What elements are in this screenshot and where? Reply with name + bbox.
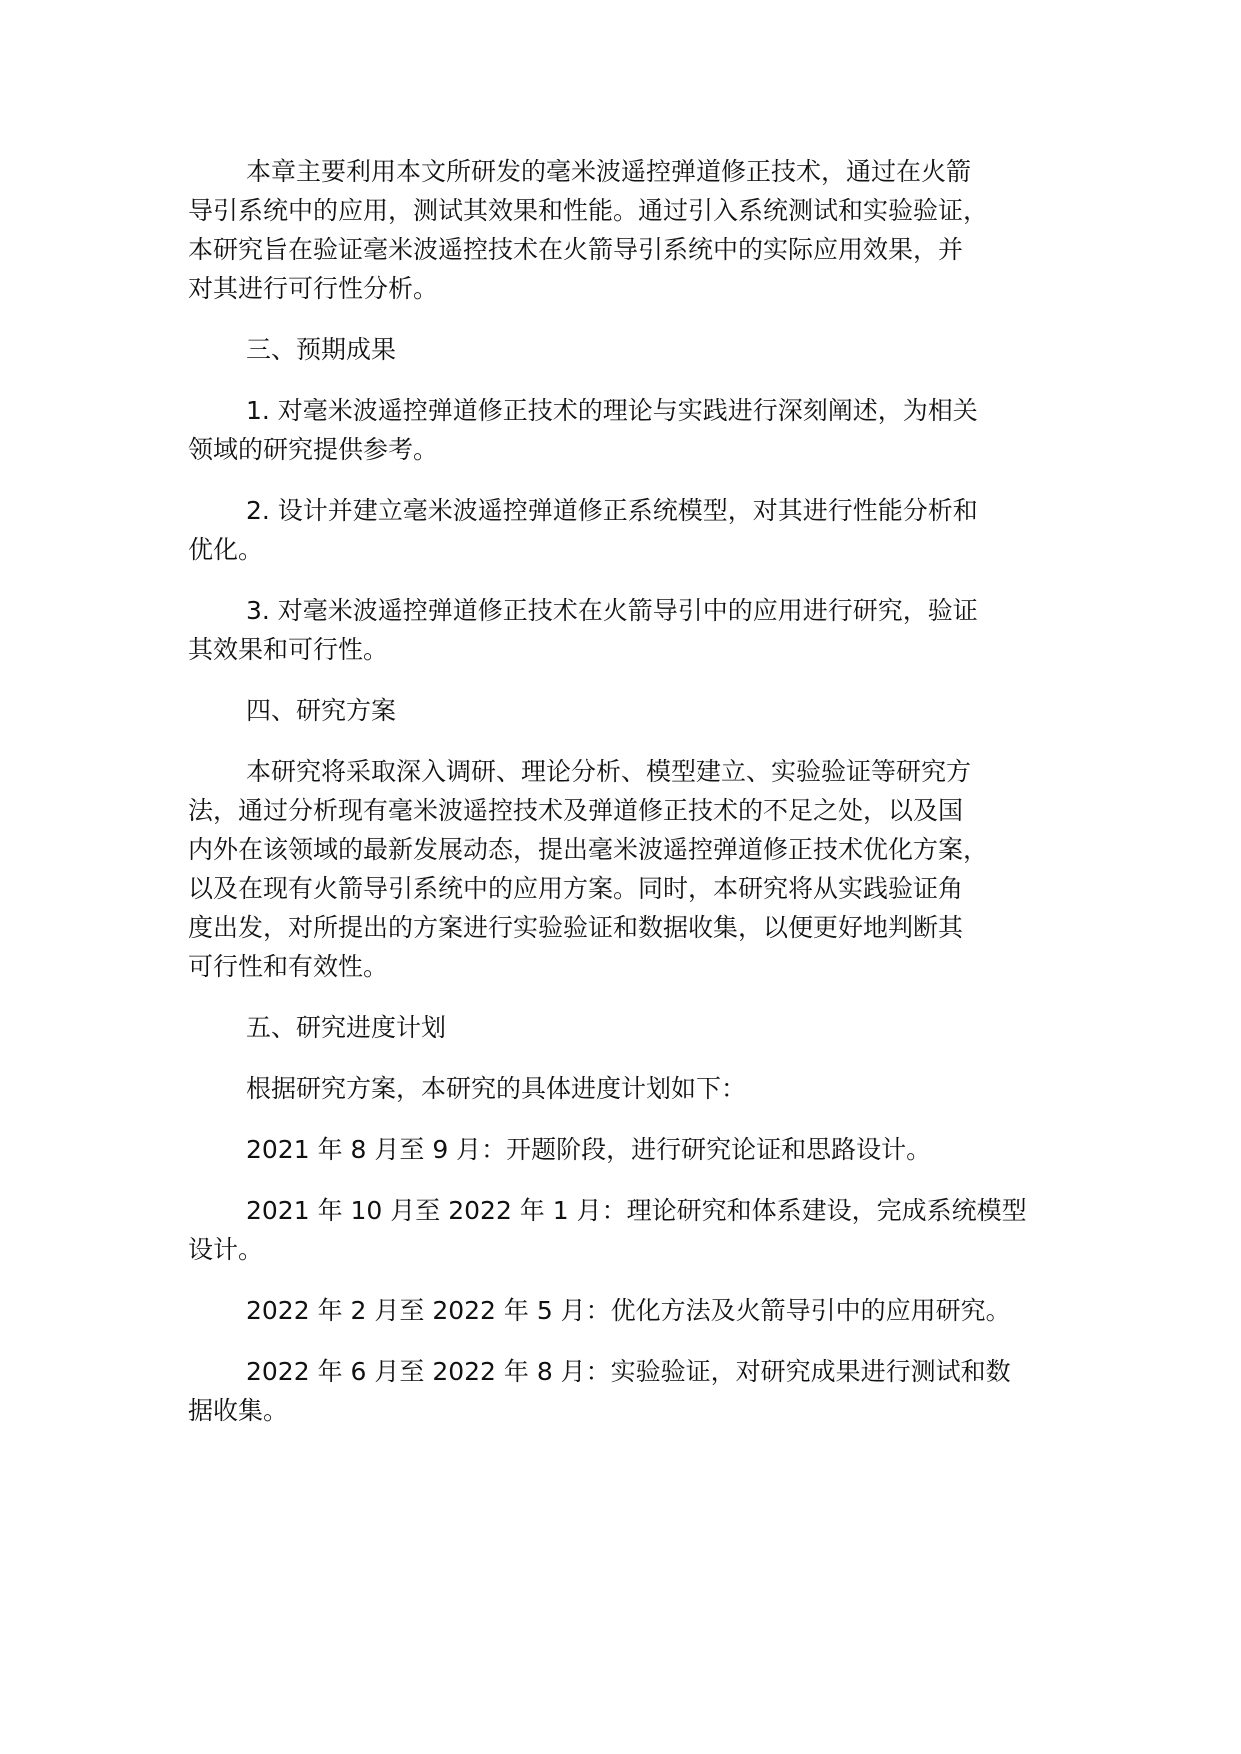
schedule-item-1: [188, 1130, 1084, 1169]
text-line: 优化。: [188, 535, 264, 564]
text-line: 2022 年 2 月至 2022 年 5 月：优化方法及火箭导引中的应用研究。: [246, 1296, 1011, 1325]
section-heading-expected-results: [188, 330, 1084, 369]
text-line: 3. 对毫米波遥控弹道修正技术在火箭导引中的应用进行研究，验证: [246, 596, 978, 625]
paragraph-research-plan: [188, 752, 1084, 986]
list-item-outcome-2: [188, 491, 1084, 569]
paragraph-schedule-intro: [188, 1069, 1084, 1108]
text-line: 2022 年 6 月至 2022 年 8 月：实验验证，对研究成果进行测试和数: [246, 1357, 1011, 1386]
section-heading-research-plan: [188, 691, 1084, 730]
section-heading-schedule: [188, 1008, 1084, 1047]
text-line: 设计。: [188, 1235, 264, 1264]
text-line: 导引系统中的应用，测试其效果和性能。通过引入系统测试和实验验证，: [188, 196, 989, 225]
text-line: 度出发，对所提出的方案进行实验验证和数据收集，以便更好地判断其: [188, 913, 964, 942]
text-line: 其效果和可行性。: [188, 635, 389, 664]
text-line: 本研究旨在验证毫米波遥控技术在火箭导引系统中的实际应用效果，并: [188, 235, 964, 264]
text-line: 2021 年 10 月至 2022 年 1 月：理论研究和体系建设，完成系统模型: [246, 1196, 1027, 1225]
text-line: 以及在现有火箭导引系统中的应用方案。同时，本研究将从实践验证角: [188, 874, 964, 903]
heading-text: 五、研究进度计划: [246, 1013, 447, 1042]
text-line: 2. 设计并建立毫米波遥控弹道修正系统模型，对其进行性能分析和: [246, 496, 978, 525]
list-item-outcome-3: [188, 591, 1084, 669]
schedule-item-2: [188, 1191, 1084, 1269]
text-line: 可行性和有效性。: [188, 952, 389, 981]
text-line: 据收集。: [188, 1396, 289, 1425]
text-line: 本章主要利用本文所研发的毫米波遥控弹道修正技术，通过在火箭: [246, 157, 972, 186]
text-line: 领域的研究提供参考。: [188, 435, 439, 464]
document-body: [188, 152, 1084, 1452]
paragraph-intro: [188, 152, 1084, 308]
text-line: 根据研究方案，本研究的具体进度计划如下：: [246, 1074, 747, 1103]
text-line: 对其进行可行性分析。: [188, 274, 439, 303]
text-line: 2021 年 8 月至 9 月：开题阶段，进行研究论证和思路设计。: [246, 1135, 932, 1164]
text-line: 法，通过分析现有毫米波遥控技术及弹道修正技术的不足之处，以及国: [188, 796, 964, 825]
schedule-item-4: [188, 1352, 1084, 1430]
text-line: 1. 对毫米波遥控弹道修正技术的理论与实践进行深刻阐述，为相关: [246, 396, 978, 425]
text-line: 内外在该领域的最新发展动态，提出毫米波遥控弹道修正技术优化方案，: [188, 835, 989, 864]
text-line: 本研究将采取深入调研、理论分析、模型建立、实验验证等研究方: [246, 757, 972, 786]
heading-text: 三、预期成果: [246, 335, 397, 364]
list-item-outcome-1: [188, 391, 1084, 469]
schedule-item-3: [188, 1291, 1084, 1330]
heading-text: 四、研究方案: [246, 696, 397, 725]
